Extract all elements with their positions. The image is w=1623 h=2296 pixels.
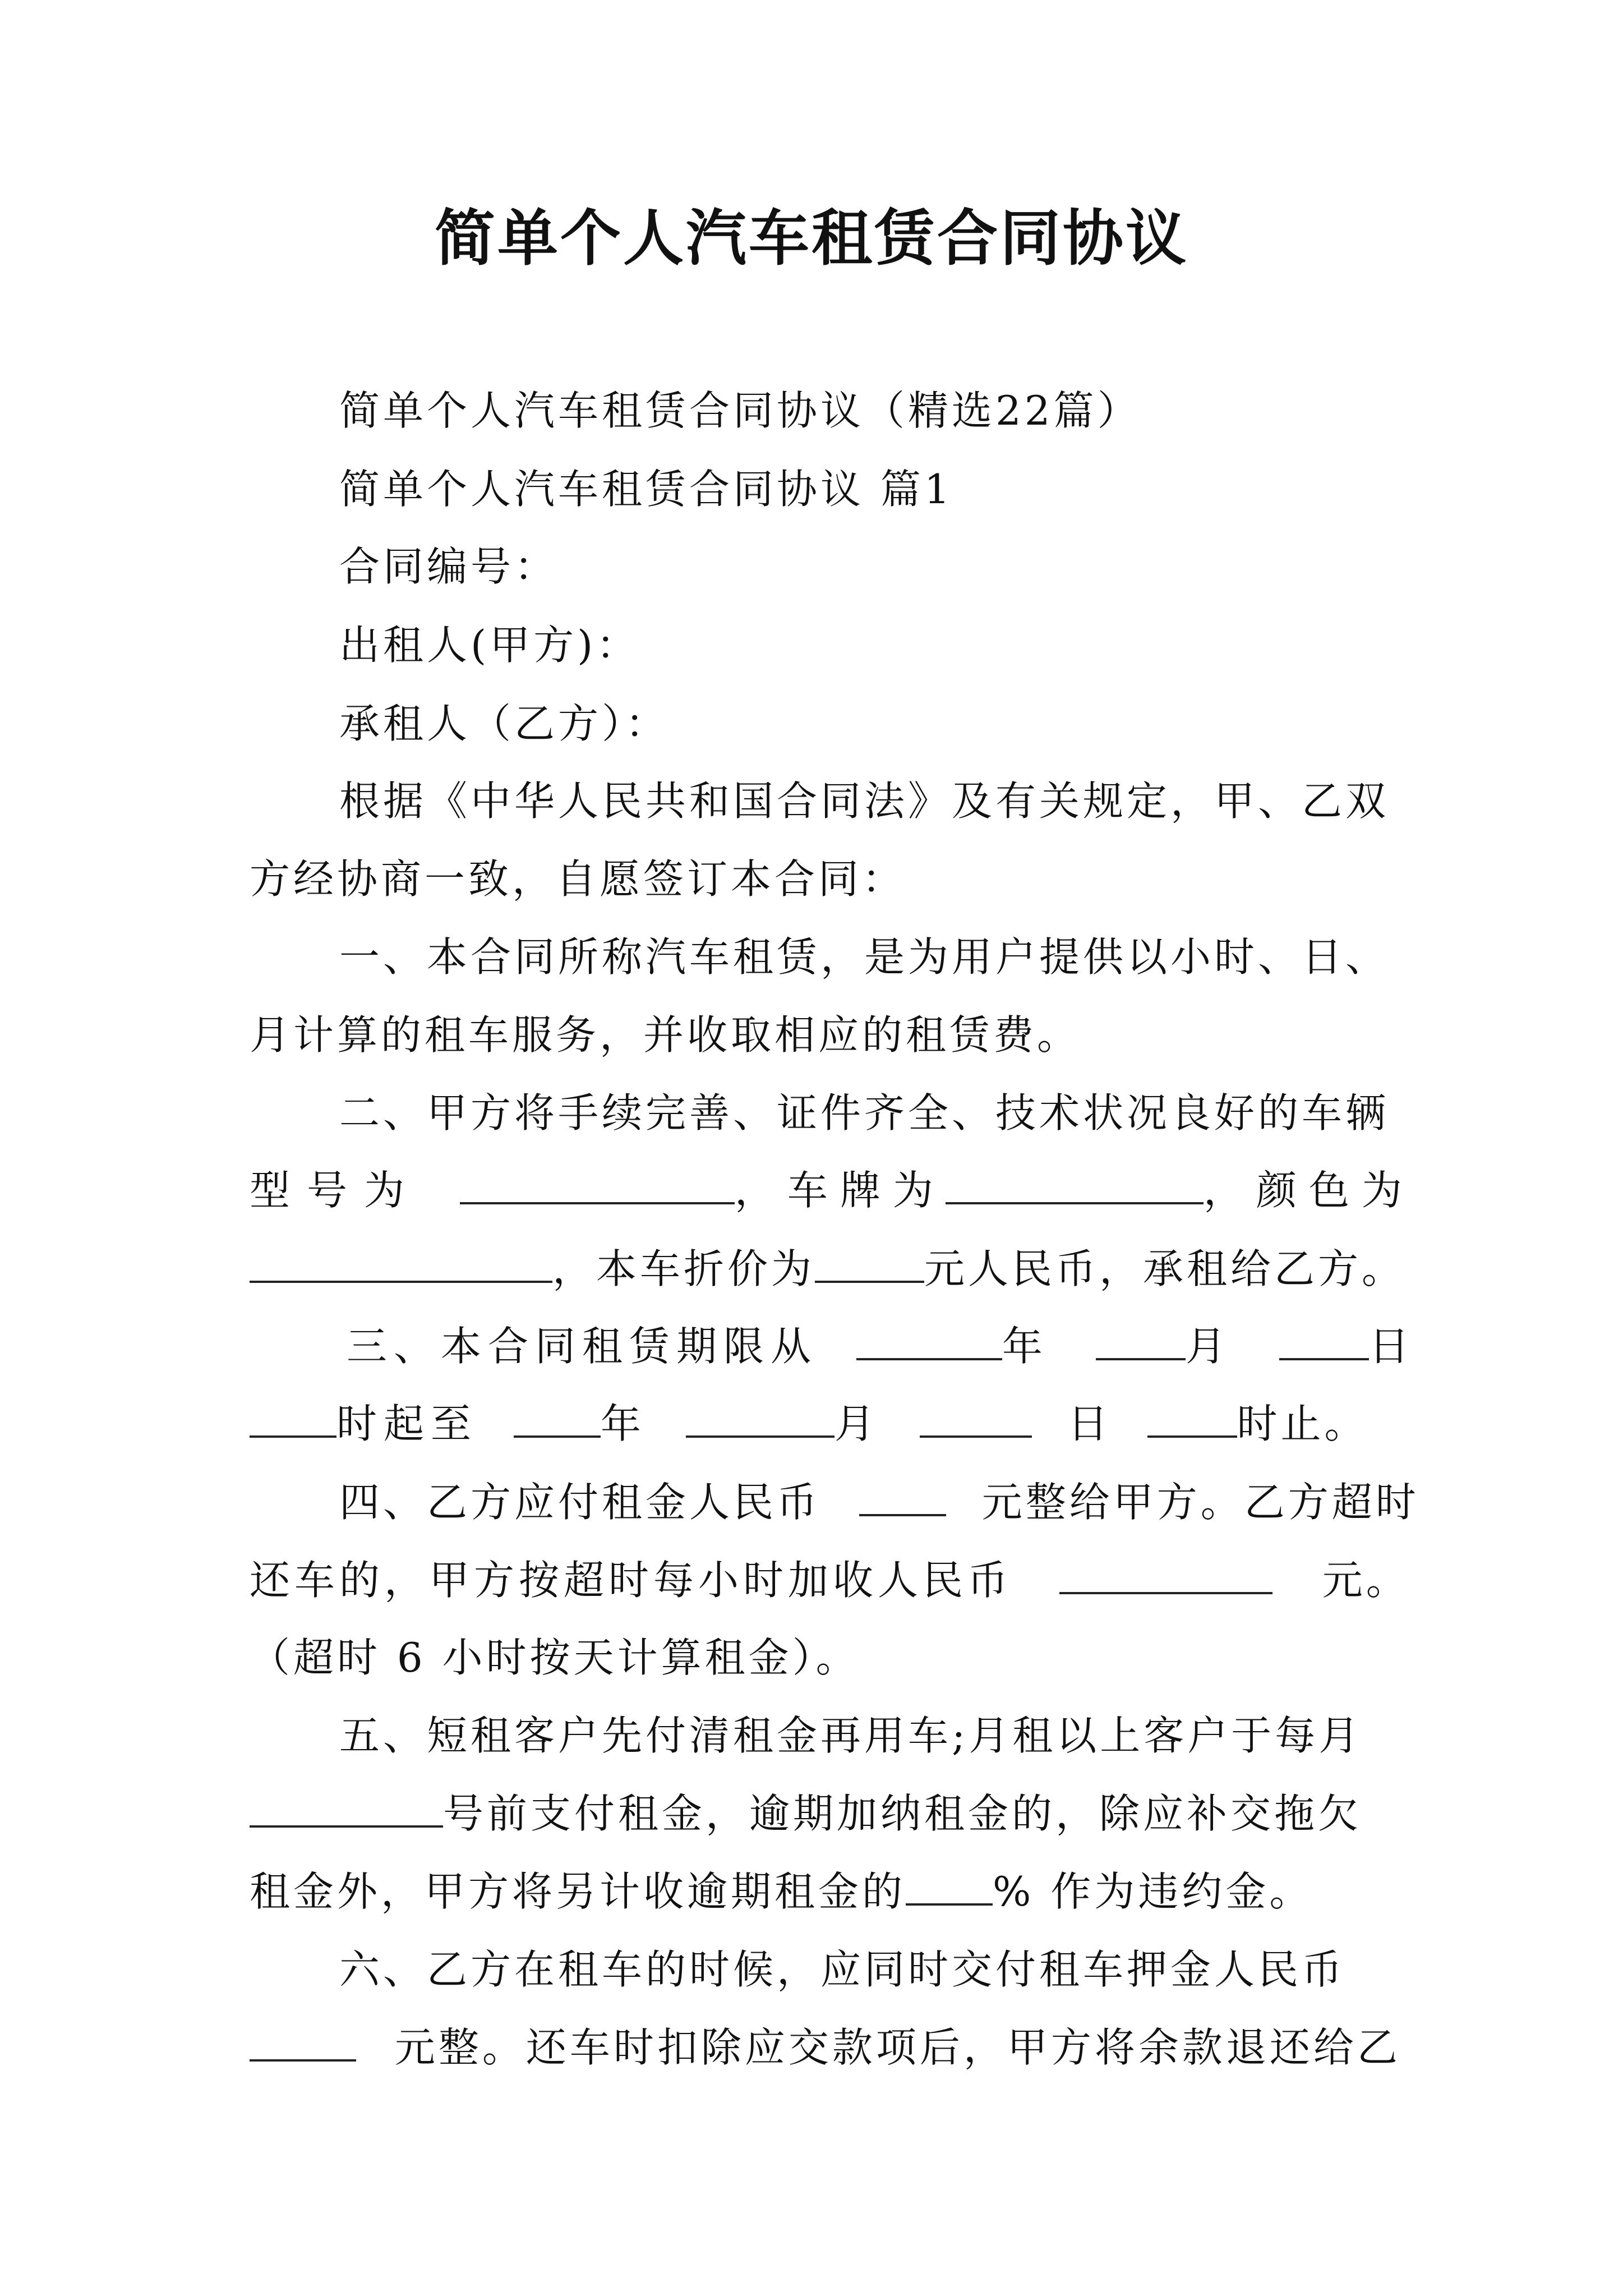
clause-5-line: 五、短租客户先付清租金再用车;月租以上客户于每月: [339, 1712, 1363, 1759]
clause-3-line: [347, 1318, 1413, 1374]
clause-5-line: [250, 1864, 1313, 1920]
clause-text: 月: [834, 1400, 878, 1447]
clause-text: 年: [1002, 1323, 1046, 1370]
clause-6-line: [250, 2019, 1401, 2076]
fill-blank: [1059, 1557, 1272, 1594]
document-title: 简单个人汽车租赁合同协议: [434, 203, 1188, 274]
lessor-label: 出租人(甲方)：: [339, 622, 640, 669]
clause-text: 三、本合同租赁期限从: [347, 1323, 818, 1370]
clause-4-line: [250, 1552, 1410, 1608]
clause-text: 元整给甲方。乙方超时: [981, 1479, 1419, 1526]
fill-blank: [1279, 1323, 1369, 1360]
fill-blank: [859, 1479, 946, 1516]
clause-text: 时止。: [1237, 1400, 1368, 1447]
fill-blank: [946, 1167, 1204, 1204]
fill-blank: [906, 1869, 993, 1906]
clause-text: 元。: [1322, 1557, 1410, 1604]
clause-1-line: 月计算的租车服务，并收取相应的租赁费。: [250, 1011, 1081, 1059]
paragraph-line: 根据《中华人民共和国合同法》及有关规定，甲、乙双: [339, 777, 1390, 825]
lessee-label: 承租人（乙方）：: [339, 700, 670, 747]
clause-text: 元整。还车时扣除应交款项后，甲方将余款退还给乙: [394, 2024, 1401, 2071]
clause-3-line: [250, 1396, 1368, 1452]
clause-4-line: （超时 6 小时按天计算租金）。: [250, 1634, 860, 1681]
clause-text: 号前支付租金，逾期加纳租金的，除应补交拖欠: [443, 1790, 1362, 1837]
clause-2-line: [250, 1241, 1405, 1297]
fill-blank: [686, 1401, 834, 1438]
fill-blank: [514, 1401, 601, 1438]
fill-blank: [250, 1791, 443, 1828]
clause-text: ，本车折价为: [552, 1245, 815, 1292]
clause-text: 日: [1368, 1323, 1413, 1370]
clause-text: 年: [600, 1400, 644, 1447]
clause-text: 时起至: [336, 1400, 478, 1447]
fill-blank: [856, 1323, 1002, 1360]
fill-blank: [1096, 1323, 1186, 1360]
fill-blank: [920, 1401, 1032, 1438]
clause-6-line: 六、乙方在租车的时候，应同时交付租车押金人民币: [339, 1946, 1346, 1993]
clause-text: 型号为: [250, 1167, 422, 1214]
paragraph-line: 方经协商一致，自愿签订本合同：: [250, 855, 906, 903]
subtitle-line: 简单个人汽车租赁合同协议（精选22篇）: [339, 387, 1141, 434]
clause-text: % 作为违约金。: [993, 1868, 1313, 1915]
fill-blank: [815, 1246, 924, 1283]
fill-blank: [460, 1167, 735, 1204]
clause-text: 月: [1185, 1323, 1229, 1370]
clause-text: 日: [1067, 1400, 1112, 1447]
clause-4-line: [339, 1474, 1419, 1530]
clause-text: 还车的，甲方按超时每小时加收人民币: [250, 1557, 1013, 1604]
clause-text: ，颜色为: [1203, 1167, 1414, 1214]
contract-number-label: 合同编号：: [339, 543, 559, 590]
fill-blank: [250, 1401, 336, 1438]
fill-blank: [250, 2024, 356, 2062]
clause-text: ，车牌为: [734, 1167, 946, 1214]
clause-text: 租金外，甲方将另计收逾期租金的: [250, 1868, 906, 1915]
clause-1-line: 一、本合同所称汽车租赁，是为用户提供以小时、日、: [339, 933, 1390, 981]
clause-2-line: [250, 1162, 1414, 1218]
section-heading: 简单个人汽车租赁合同协议 篇1: [339, 466, 953, 513]
fill-blank: [1147, 1401, 1237, 1438]
clause-text: 元人民币，承租给乙方。: [924, 1245, 1406, 1292]
clause-text: 四、乙方应付租金人民币: [339, 1479, 821, 1526]
fill-blank: [250, 1246, 552, 1283]
clause-5-line: [250, 1786, 1362, 1842]
clause-2-line: 二、甲方将手续完善、证件齐全、技术状况良好的车辆: [339, 1089, 1390, 1137]
